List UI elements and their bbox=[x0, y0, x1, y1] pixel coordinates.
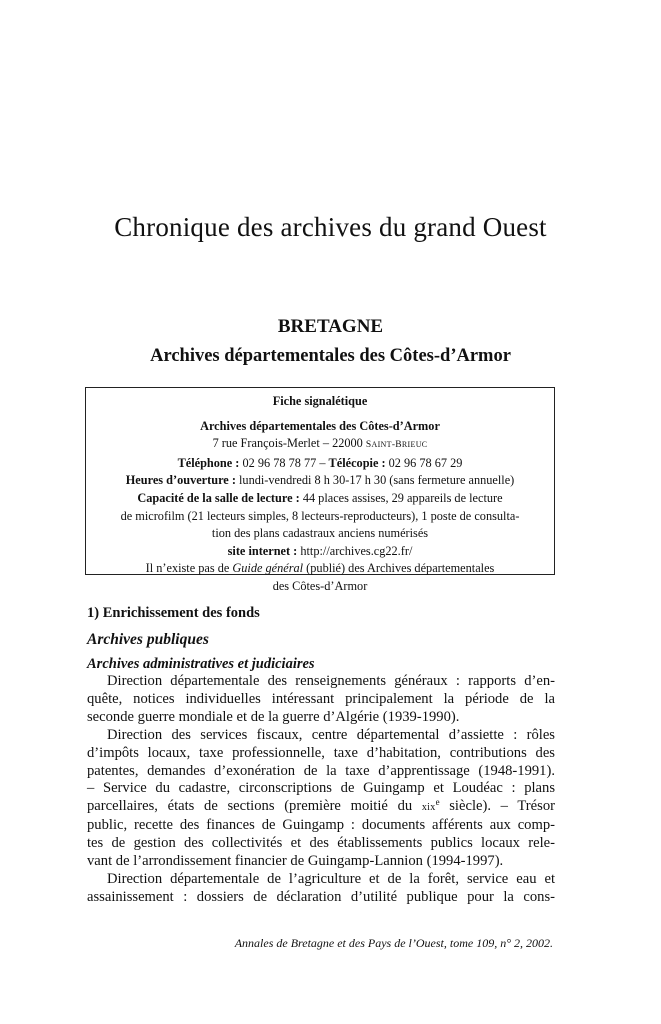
fiche-fax-label: Télécopie : bbox=[328, 455, 389, 470]
subsection-heading: Archives publiques bbox=[87, 631, 209, 648]
fiche-name-line bbox=[86, 418, 554, 436]
body-text bbox=[87, 673, 555, 907]
institution-heading: Archives départementales des Côtes-d’Armor bbox=[150, 346, 511, 366]
fiche-guide-line bbox=[86, 560, 554, 578]
fiche-fax-value: 02 96 78 67 29 bbox=[388, 455, 463, 470]
fiche-name: Archives départementales des Côtes-d’Armor bbox=[200, 418, 440, 433]
fiche-guide-title: Guide général bbox=[232, 561, 304, 576]
fiche-address-line bbox=[86, 435, 554, 455]
fiche-site-link[interactable]: http://archives.cg22.fr/ bbox=[300, 543, 413, 558]
body-line: vant de l’arrondissement financier de Guingamp-Lannion (1994-1997). bbox=[87, 853, 504, 870]
body-line: seconde guerre mondiale et de la guerre d’Algérie (1939-1990). bbox=[87, 708, 460, 725]
body-line: patentes, demandes d’exonération de la taxe d’apprentissage (1948-1991). bbox=[87, 762, 555, 779]
body-line: Direction des services fiscaux, centre départemental d’assiette : rôles bbox=[107, 726, 555, 743]
region-heading: BRETAGNE bbox=[277, 316, 384, 337]
fiche-guide-pre: Il n’existe pas de bbox=[145, 561, 233, 576]
fiche-address-city: SAINT-BRIEUC bbox=[365, 440, 428, 451]
century-numeral: xix bbox=[421, 802, 436, 814]
fiche-phone-line bbox=[86, 455, 554, 473]
body-line-part: parcellaires, états de sections (première moitié du bbox=[87, 798, 422, 815]
subsubsection-heading: Archives administratives et judiciaires bbox=[87, 656, 315, 672]
body-line: quête, notices individuelles intéressant principalement la période de la bbox=[87, 690, 555, 707]
fiche-hours-label: Heures d’ouverture : bbox=[125, 473, 240, 488]
fiche-signaletique-box bbox=[85, 387, 555, 593]
fiche-heading: Fiche signalétique bbox=[272, 394, 368, 408]
body-line: public, recette des finances de Guingamp : documents afférents aux comp- bbox=[87, 817, 555, 834]
fiche-hours-line bbox=[86, 472, 554, 490]
fiche-capacity-line bbox=[86, 490, 554, 508]
body-line: Direction départementale des renseignements généraux : rapports d’en- bbox=[107, 673, 555, 689]
body-line: Direction départementale de l’agriculture et de la forêt, service eau et bbox=[107, 870, 555, 887]
fiche-tel-value: 02 96 78 78 77 – bbox=[242, 455, 329, 470]
fiche-guide-post: (publié) des Archives départementales bbox=[303, 561, 495, 576]
fiche-capacity-line-3: tion des plans cadastraux anciens numérisés bbox=[211, 526, 429, 541]
fiche-site-label: site internet : bbox=[227, 543, 301, 558]
fiche-capacity-line-2: de microfilm (21 lecteurs simples, 8 lecteurs-reproducteurs), 1 poste de consulta- bbox=[120, 508, 520, 523]
body-line: tes de gestion des collectivités et des établissements publics locaux rele- bbox=[87, 835, 555, 852]
fiche-hours-value: lundi-vendredi 8 h 30-17 h 30 (sans fermeture annuelle) bbox=[239, 473, 515, 488]
body-line: assainissement : dossiers de déclaration d’utilité publique pour la cons- bbox=[87, 888, 555, 905]
century-superscript: e bbox=[435, 797, 440, 808]
body-line bbox=[87, 798, 555, 817]
fiche-guide-line-2: des Côtes-d’Armor bbox=[272, 578, 368, 593]
page-title: Chronique des archives du grand Ouest bbox=[114, 212, 547, 242]
journal-footer: Annales de Bretagne et des Pays de l’Ouest, tome 109, n° 2, 2002. bbox=[234, 936, 553, 950]
fiche-capacity-value-1: 44 places assises, 29 appareils de lecture bbox=[302, 490, 503, 505]
body-line-part: siècle). – Trésor bbox=[439, 798, 555, 815]
section-heading: 1) Enrichissement des fonds bbox=[87, 605, 260, 621]
fiche-tel-label: Téléphone : bbox=[177, 455, 243, 470]
fiche-site-line bbox=[86, 543, 554, 561]
body-line: – Service du cadastre, circonscriptions de Guingamp et Loudéac : plans bbox=[87, 780, 555, 797]
fiche-address-street: 7 rue François-Merlet – 22000 bbox=[212, 436, 366, 451]
body-line: d’impôts locaux, taxe professionnelle, taxe d’habitation, contributions des bbox=[87, 744, 555, 761]
fiche-capacity-label: Capacité de la salle de lecture : bbox=[137, 490, 303, 505]
